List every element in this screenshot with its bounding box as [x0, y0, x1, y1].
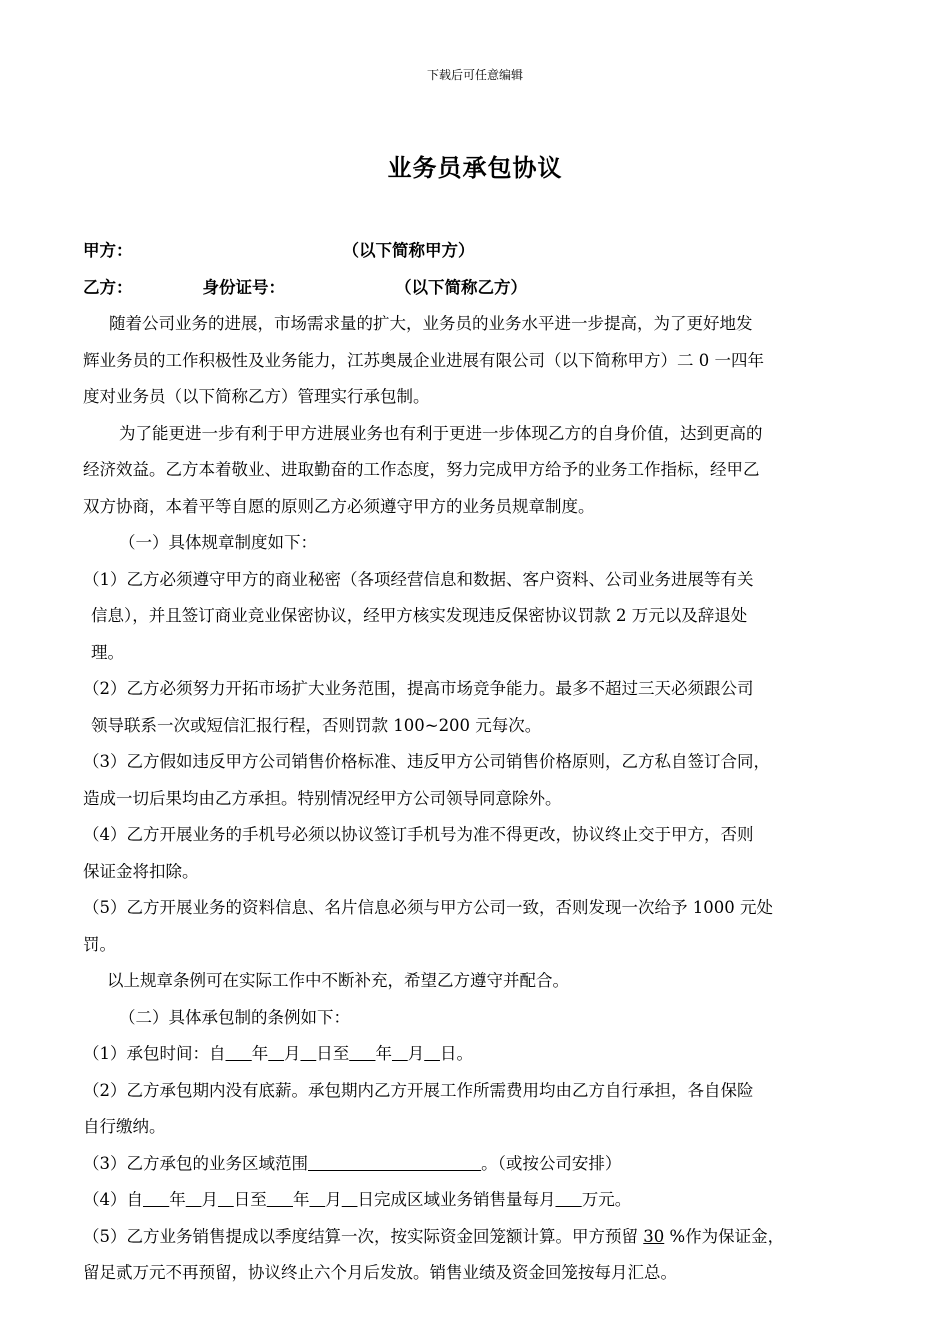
- rule-line: 领导联系一次或短信汇报行程，否则罚款 100~200 元每次。: [91, 715, 542, 735]
- party-b-line: [83, 270, 883, 307]
- blank-field: [143, 1190, 169, 1209]
- target-line: （4）自 年 月 日至 年 月 日完成区域业务销售量每月 万元。: [83, 1190, 632, 1209]
- party-b-id-label: 身份证号：: [202, 277, 285, 297]
- blank-field: [300, 1044, 316, 1063]
- rule-line: 保证金将扣除。: [83, 861, 199, 881]
- rule-line: （5）乙方开展业务的资料信息、名片信息必须与甲方公司一致，否则发现一次给予 1000 元处: [83, 898, 773, 917]
- party-b-abbrev: （以下简称乙方）: [395, 277, 527, 297]
- document-body: [83, 233, 883, 1292]
- rule-line: （1）乙方必须遵守甲方的商业秘密（各项经营信息和数据、客户资料、公司业务进展等有关: [83, 569, 754, 589]
- blank-field: [218, 1190, 234, 1209]
- region-line: （3）乙方承包的业务区域范围 。（或按公司安排）: [83, 1153, 622, 1173]
- header-note: 下载后可任意编辑: [426, 68, 523, 82]
- party-b-label: 乙方：: [83, 277, 133, 297]
- rule-line: （4）乙方开展业务的手机号必须以协议签订手机号为准不得更改，协议终止交于甲方，否则: [83, 825, 754, 844]
- blank-field: [349, 1044, 375, 1063]
- party-a-label: 甲方：: [83, 241, 133, 260]
- blank-field: [268, 1044, 284, 1063]
- blank-field: [424, 1044, 440, 1063]
- paragraph-line: 随着公司业务的进展，市场需求量的扩大，业务员的业务水平进一步提高，为了更好地发: [109, 314, 753, 333]
- blank-field: [309, 1190, 325, 1209]
- rule-line: 理。: [91, 642, 124, 662]
- percent-value: 30: [643, 1226, 665, 1246]
- commission-line: 留足贰万元不再预留，协议终止六个月后发放。销售业绩及资金回笼按每月汇总。: [83, 1263, 677, 1282]
- paragraph-line: 双方协商，本着平等自愿的原则乙方必须遵守甲方的业务员规章制度。: [83, 496, 595, 516]
- blank-field: [186, 1190, 202, 1209]
- blank-field: [226, 1044, 252, 1063]
- contract-period-line: （1）承包时间：自 年 月 日至 年 月 日。: [83, 1044, 473, 1063]
- party-a-line: [83, 233, 883, 270]
- blank-field: [308, 1154, 481, 1173]
- paragraph-line: 以上规章条例可在实际工作中不断补充，希望乙方遵守并配合。: [107, 971, 569, 990]
- paragraph-line: 辉业务员的工作积极性及业务能力，江苏奥晟企业进展有限公司（以下简称甲方）二 0 一四年: [83, 350, 764, 370]
- document-title: 业务员承包协议: [387, 153, 563, 182]
- blank-field: [342, 1190, 358, 1209]
- rule-line: 信息），并且签订商业竞业保密协议，经甲方核实发现违反保密协议罚款 2 万元以及辞退处: [91, 606, 748, 625]
- salary-line: （2）乙方承包期内没有底薪。承包期内乙方开展工作所需费用均由乙方自行承担，各自保险: [83, 1080, 754, 1100]
- paragraph-line: 经济效益。乙方本着敬业、进取勤奋的工作态度，努力完成甲方给予的业务工作指标，经甲乙: [83, 460, 760, 479]
- blank-field: [267, 1190, 293, 1209]
- section-heading: （二）具体承包制的条例如下：: [119, 1007, 350, 1027]
- blank-field: [555, 1190, 581, 1209]
- paragraph-line: 度对业务员（以下简称乙方）管理实行承包制。: [83, 387, 430, 406]
- salary-line: 自行缴纳。: [83, 1117, 166, 1136]
- blank-field: [392, 1044, 408, 1063]
- rule-line: （3）乙方假如违反甲方公司销售价格标准、违反甲方公司销售价格原则，乙方私自签订合同，: [83, 752, 770, 771]
- rule-line: 造成一切后果均由乙方承担。特别情况经甲方公司领导同意除外。: [83, 788, 562, 808]
- section-heading: （一）具体规章制度如下：: [119, 533, 317, 552]
- commission-line: （5）乙方业务销售提成以季度结算一次，按实际资金回笼额计算。甲方预留 30 %作为保证金，: [83, 1226, 785, 1246]
- paragraph-line: 为了能更进一步有利于甲方进展业务也有利于更进一步体现乙方的自身价值，达到更高的: [119, 423, 763, 443]
- rule-line: （2）乙方必须努力开拓市场扩大业务范围，提高市场竞争能力。最多不超过三天必须跟公司: [83, 679, 754, 698]
- party-a-abbrev: （以下简称甲方）: [342, 241, 475, 260]
- rule-line: 罚。: [83, 934, 116, 954]
